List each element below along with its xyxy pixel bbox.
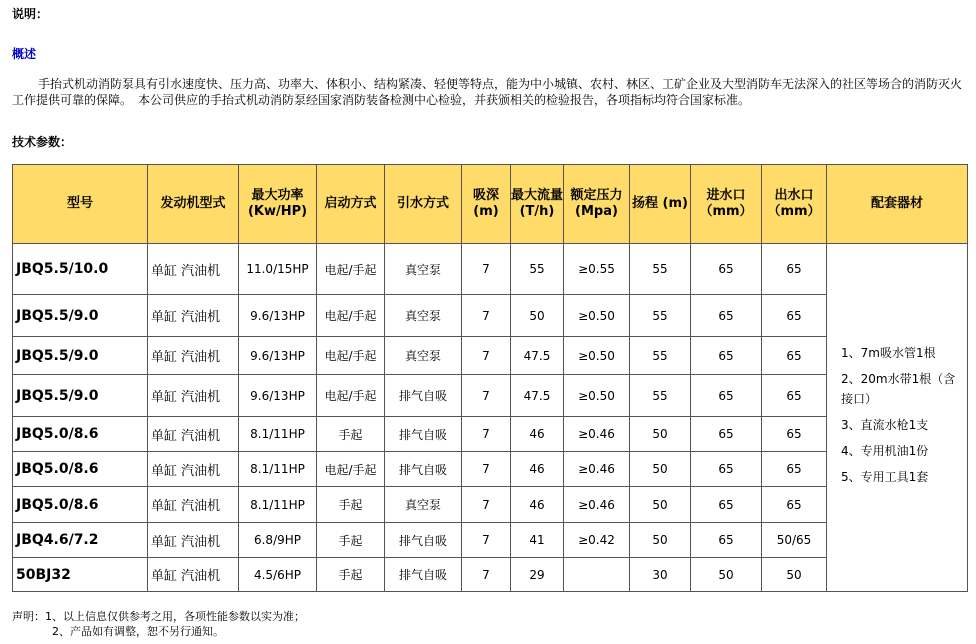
cell-inlet: 65 bbox=[691, 487, 762, 523]
cell-start: 手起 bbox=[317, 417, 385, 452]
header-start: 启动方式 bbox=[317, 165, 385, 244]
cell-start: 电起/手起 bbox=[317, 244, 385, 295]
cell-start: 手起 bbox=[317, 487, 385, 523]
cell-priming: 排气自吸 bbox=[385, 375, 462, 417]
cell-pressure: ≥0.46 bbox=[564, 417, 630, 452]
cell-model: JBQ5.5/9.0 bbox=[13, 337, 148, 375]
cell-model: JBQ5.5/10.0 bbox=[13, 244, 148, 295]
cell-start: 手起 bbox=[317, 558, 385, 592]
cell-engine: 单缸 汽油机 bbox=[148, 523, 239, 558]
cell-suction: 7 bbox=[462, 244, 511, 295]
header-suction: 吸深(m) bbox=[462, 165, 511, 244]
disclaimer bbox=[12, 609, 305, 639]
accessory-item: 5、专用工具1套 bbox=[841, 469, 929, 484]
cell-inlet: 65 bbox=[691, 375, 762, 417]
cell-start: 电起/手起 bbox=[317, 337, 385, 375]
cell-outlet: 65 bbox=[762, 375, 827, 417]
cell-head: 55 bbox=[630, 337, 691, 375]
cell-head: 30 bbox=[630, 558, 691, 592]
cell-engine: 单缸 汽油机 bbox=[148, 417, 239, 452]
cell-start: 电起/手起 bbox=[317, 375, 385, 417]
accessory-item: 2、20m水带1根（含接口） bbox=[841, 371, 956, 406]
header-head: 扬程 (m) bbox=[630, 165, 691, 244]
table-row bbox=[13, 523, 968, 558]
table-row bbox=[13, 487, 968, 523]
cell-engine: 单缸 汽油机 bbox=[148, 244, 239, 295]
table-row bbox=[13, 337, 968, 375]
cell-head: 50 bbox=[630, 487, 691, 523]
cell-suction: 7 bbox=[462, 337, 511, 375]
accessories-cell bbox=[827, 244, 968, 592]
cell-head: 50 bbox=[630, 523, 691, 558]
cell-outlet: 65 bbox=[762, 487, 827, 523]
cell-pressure: ≥0.46 bbox=[564, 452, 630, 487]
cell-engine: 单缸 汽油机 bbox=[148, 558, 239, 592]
cell-flow: 47.5 bbox=[511, 375, 564, 417]
cell-outlet: 50/65 bbox=[762, 523, 827, 558]
cell-power: 4.5/6HP bbox=[239, 558, 317, 592]
cell-engine: 单缸 汽油机 bbox=[148, 487, 239, 523]
spec-table-header-row bbox=[13, 165, 968, 244]
overview-heading: 概述 bbox=[12, 47, 37, 61]
cell-pressure: ≥0.50 bbox=[564, 337, 630, 375]
cell-priming: 排气自吸 bbox=[385, 558, 462, 592]
intro-paragraph: 手抬式机动消防泵具有引水速度快、压力高、功率大、体积小、结构紧凑、轻便等特点，能为中小城镇、农村、林区、工矿企业及大型消防车无法深入的社区等场合的消防灭火工作提供可靠的保障。 本公司供应的手抬式机动消防泵经国家消防装备检测中心检验，并获颁相关的检验报告，各项指标均符合国家标准。 bbox=[12, 77, 963, 107]
cell-model: JBQ5.5/9.0 bbox=[13, 295, 148, 337]
cell-power: 6.8/9HP bbox=[239, 523, 317, 558]
cell-power: 9.6/13HP bbox=[239, 337, 317, 375]
cell-outlet: 65 bbox=[762, 452, 827, 487]
cell-outlet: 50 bbox=[762, 558, 827, 592]
cell-power: 8.1/11HP bbox=[239, 452, 317, 487]
table-row bbox=[13, 375, 968, 417]
header-model: 型号 bbox=[13, 165, 148, 244]
spec-table-body bbox=[13, 244, 968, 592]
cell-model: 50BJ32 bbox=[13, 558, 148, 592]
accessory-item: 1、7m吸水管1根 bbox=[841, 345, 936, 360]
cell-outlet: 65 bbox=[762, 295, 827, 337]
table-row bbox=[13, 244, 968, 295]
cell-outlet: 65 bbox=[762, 244, 827, 295]
cell-power: 11.0/15HP bbox=[239, 244, 317, 295]
explain-heading: 说明： bbox=[12, 7, 49, 21]
disclaimer-line-1: 声明：1、以上信息仅供参考之用，各项性能参数以实为准； bbox=[12, 610, 305, 623]
cell-start: 电起/手起 bbox=[317, 452, 385, 487]
header-power: 最大功率(Kw/HP) bbox=[239, 165, 317, 244]
cell-suction: 7 bbox=[462, 487, 511, 523]
cell-priming: 真空泵 bbox=[385, 244, 462, 295]
accessory-item: 4、专用机油1份 bbox=[841, 443, 929, 458]
disclaimer-line-2: 2、产品如有调整，恕不另行通知。 bbox=[52, 625, 224, 638]
cell-head: 50 bbox=[630, 417, 691, 452]
cell-suction: 7 bbox=[462, 452, 511, 487]
cell-inlet: 65 bbox=[691, 337, 762, 375]
header-outlet: 出水口（mm） bbox=[762, 165, 827, 244]
table-row bbox=[13, 295, 968, 337]
cell-priming: 真空泵 bbox=[385, 487, 462, 523]
header-priming: 引水方式 bbox=[385, 165, 462, 244]
cell-outlet: 65 bbox=[762, 417, 827, 452]
cell-inlet: 65 bbox=[691, 452, 762, 487]
cell-head: 55 bbox=[630, 295, 691, 337]
header-engine: 发动机型式 bbox=[148, 165, 239, 244]
cell-engine: 单缸 汽油机 bbox=[148, 337, 239, 375]
cell-priming: 排气自吸 bbox=[385, 417, 462, 452]
cell-engine: 单缸 汽油机 bbox=[148, 375, 239, 417]
cell-power: 8.1/11HP bbox=[239, 487, 317, 523]
cell-engine: 单缸 汽油机 bbox=[148, 452, 239, 487]
cell-power: 9.6/13HP bbox=[239, 375, 317, 417]
cell-outlet: 65 bbox=[762, 337, 827, 375]
cell-priming: 排气自吸 bbox=[385, 523, 462, 558]
cell-suction: 7 bbox=[462, 295, 511, 337]
accessory-item: 3、直流水枪1支 bbox=[841, 417, 929, 432]
cell-inlet: 65 bbox=[691, 295, 762, 337]
cell-flow: 29 bbox=[511, 558, 564, 592]
cell-suction: 7 bbox=[462, 558, 511, 592]
cell-pressure: ≥0.50 bbox=[564, 295, 630, 337]
cell-flow: 46 bbox=[511, 417, 564, 452]
cell-priming: 排气自吸 bbox=[385, 452, 462, 487]
cell-suction: 7 bbox=[462, 375, 511, 417]
cell-inlet: 65 bbox=[691, 417, 762, 452]
cell-pressure bbox=[564, 558, 630, 592]
cell-inlet: 65 bbox=[691, 244, 762, 295]
cell-pressure: ≥0.55 bbox=[564, 244, 630, 295]
cell-model: JBQ5.0/8.6 bbox=[13, 417, 148, 452]
cell-power: 9.6/13HP bbox=[239, 295, 317, 337]
cell-flow: 50 bbox=[511, 295, 564, 337]
cell-priming: 真空泵 bbox=[385, 295, 462, 337]
cell-flow: 41 bbox=[511, 523, 564, 558]
cell-head: 55 bbox=[630, 375, 691, 417]
cell-flow: 46 bbox=[511, 452, 564, 487]
table-row bbox=[13, 452, 968, 487]
cell-inlet: 50 bbox=[691, 558, 762, 592]
table-row bbox=[13, 417, 968, 452]
params-heading: 技术参数： bbox=[12, 135, 73, 149]
header-flow: 最大流量(T/h) bbox=[511, 165, 564, 244]
cell-model: JBQ4.6/7.2 bbox=[13, 523, 148, 558]
cell-priming: 真空泵 bbox=[385, 337, 462, 375]
cell-engine: 单缸 汽油机 bbox=[148, 295, 239, 337]
cell-suction: 7 bbox=[462, 523, 511, 558]
cell-pressure: ≥0.46 bbox=[564, 487, 630, 523]
cell-start: 手起 bbox=[317, 523, 385, 558]
cell-inlet: 65 bbox=[691, 523, 762, 558]
cell-pressure: ≥0.42 bbox=[564, 523, 630, 558]
cell-suction: 7 bbox=[462, 417, 511, 452]
cell-flow: 55 bbox=[511, 244, 564, 295]
header-pressure: 额定压力(Mpa) bbox=[564, 165, 630, 244]
cell-pressure: ≥0.50 bbox=[564, 375, 630, 417]
cell-head: 55 bbox=[630, 244, 691, 295]
table-row bbox=[13, 558, 968, 592]
cell-power: 8.1/11HP bbox=[239, 417, 317, 452]
cell-flow: 47.5 bbox=[511, 337, 564, 375]
cell-head: 50 bbox=[630, 452, 691, 487]
header-accessories: 配套器材 bbox=[827, 165, 968, 244]
cell-start: 电起/手起 bbox=[317, 295, 385, 337]
cell-model: JBQ5.5/9.0 bbox=[13, 375, 148, 417]
cell-model: JBQ5.0/8.6 bbox=[13, 487, 148, 523]
cell-model: JBQ5.0/8.6 bbox=[13, 452, 148, 487]
spec-table bbox=[12, 164, 968, 592]
header-inlet: 进水口（mm） bbox=[691, 165, 762, 244]
cell-flow: 46 bbox=[511, 487, 564, 523]
